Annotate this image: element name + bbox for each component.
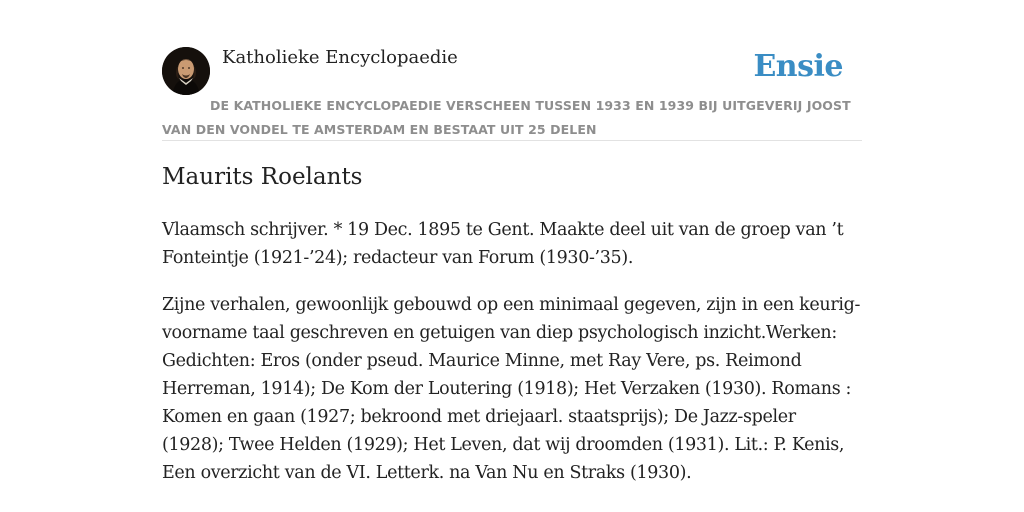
article-body (162, 216, 862, 506)
site-header (162, 45, 862, 141)
site-tagline: DE KATHOLIEKE ENCYCLOPAEDIE VERSCHEEN TUSSEN 1933 EN 1939 BIJ UITGEVERIJ JOOST VAN DEN VONDEL TE AMSTERDAM EN BESTAAT UIT 25 DELEN (162, 98, 851, 137)
portrait-avatar-icon-graphic (162, 47, 210, 95)
portrait-avatar-icon[interactable] (162, 47, 210, 95)
article-paragraph: Zijne verhalen, gewoonlijk gebouwd op een minimaal gegeven, zijn in een keurig-voorname taal geschreven en getuigen van diep psychologisch inzicht.Werken: Gedichten: Eros (onder pseud. Maurice Minne, met Ray Vere, ps. Reimond Herreman, 1914); De Kom der Loutering (1918); Het Verzaken (1930). Romans : Komen en gaan (1927; bekroond met driejaarl. staatsprijs); De Jazz-speler (1928); Twee Helden (1929); Het Leven, dat wij droomden (1931). Lit.: P. Kenis, Een overzicht van de VI. Letterk. na Van Nu en Straks (1930). (162, 295, 861, 483)
article-title: Maurits Roelants (162, 164, 363, 190)
site-name[interactable]: Katholieke Encyclopaedie (222, 47, 458, 68)
brand-logo[interactable]: Ensie (753, 49, 843, 84)
article-paragraph: Vlaamsch schrijver. * 19 Dec. 1895 te Gent. Maakte deel uit van de groep van ’t Fonteintje (1921-’24); redacteur van Forum (1930-’35). (162, 220, 844, 268)
